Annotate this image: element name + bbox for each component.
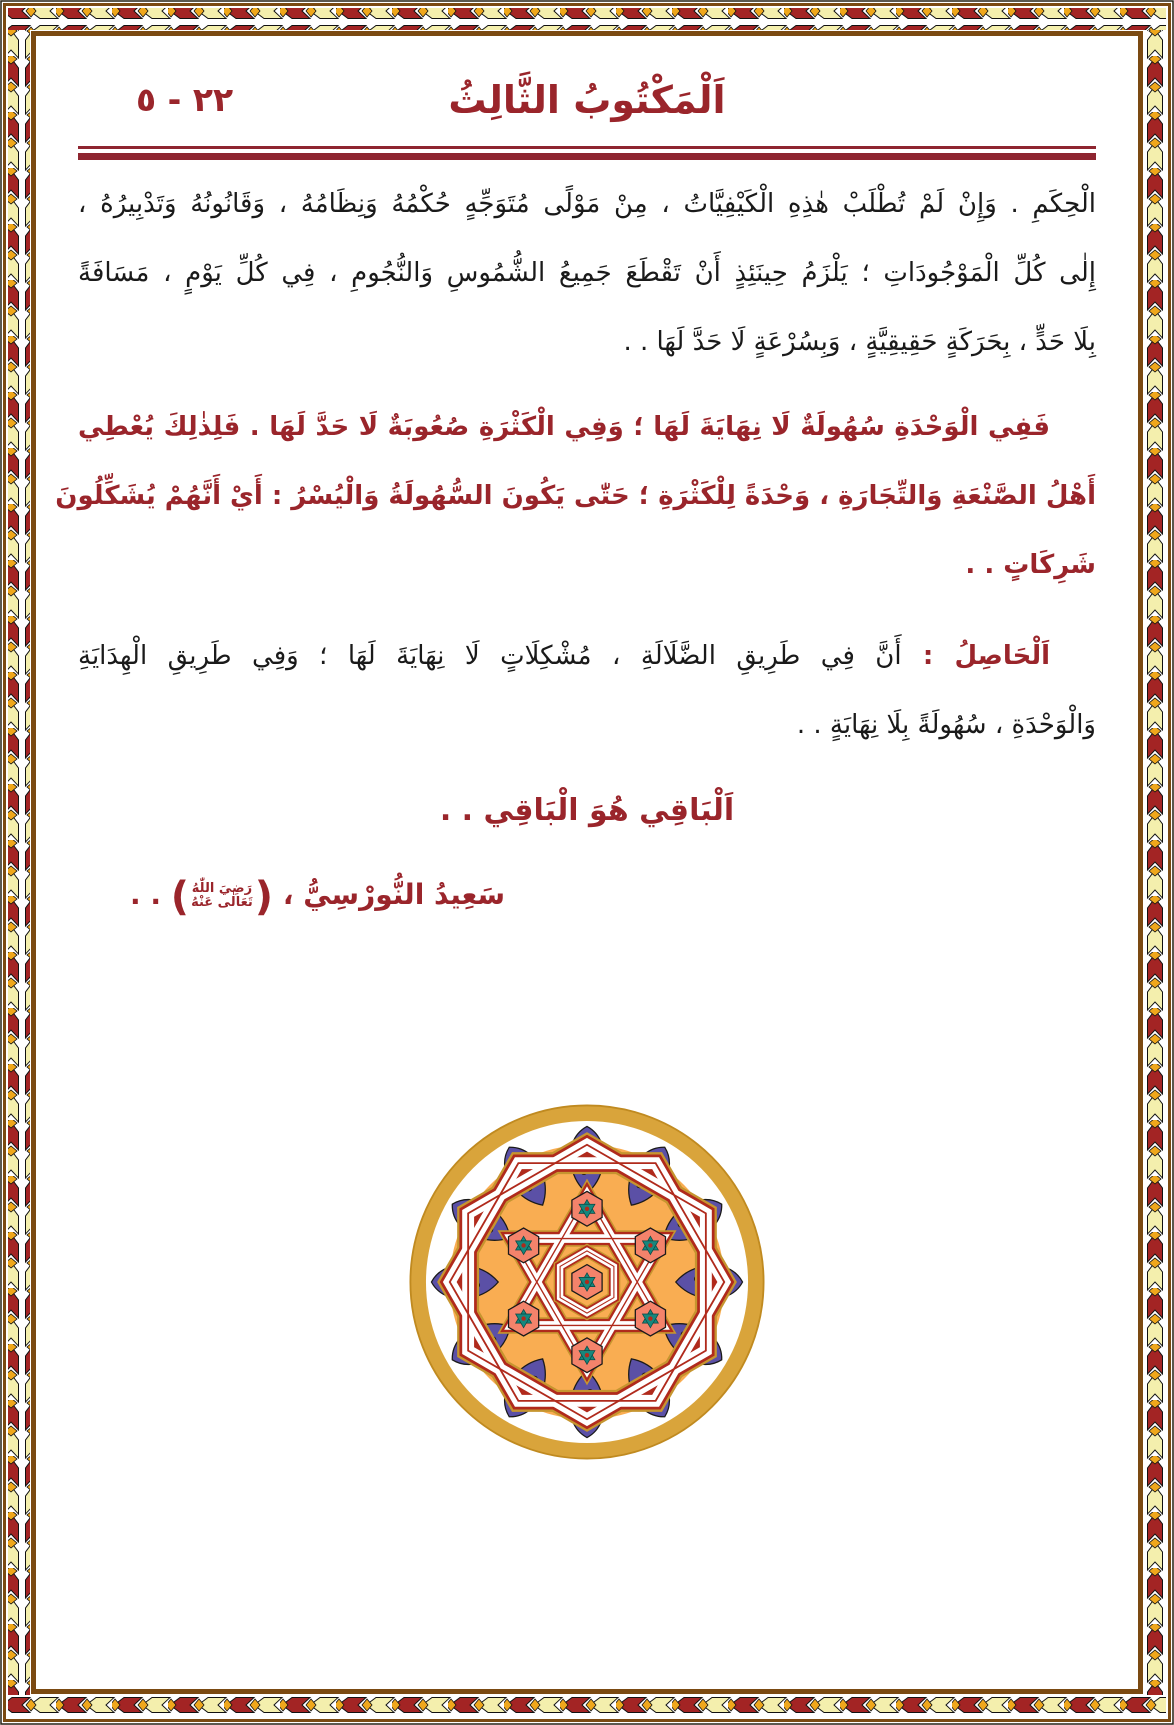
text-segment: أَهْلُ الصَّنْعَةِ وَالتِّجَارَةِ ، وَحْدَةً لِلْكَثْرَةِ ؛ حَتّٰى يَكُونَ السُّهُولَةُ وَالْيُسْرُ : أَيْ أَنَّهُمْ يُشَكِّلُونَ bbox=[55, 481, 1096, 511]
header-double-rule bbox=[78, 146, 1096, 160]
text-segment: فَفِي الْوَحْدَةِ سُهُولَةٌ لَا نِهَايَةَ لَهَا ؛ وَفِي الْكَثْرَةِ صُعُوبَةٌ لَا حَدَّ لَهَا . فَلِذٰلِكَ يُعْطِي bbox=[78, 412, 1050, 442]
text-segment: شَرِكَاتٍ . . bbox=[965, 550, 1096, 580]
paragraph bbox=[55, 393, 1096, 600]
text-line bbox=[78, 691, 1096, 760]
text-segment: الْحِكَمِ . وَإِنْ لَمْ تُطْلَبْ هٰذِهِ الْكَيْفِيَّاتُ ، مِنْ مَوْلًى مُتَوَجِّهٍ حُكْمُهُ وَنِظَامُهُ ، وَقَانُونُهُ وَتَدْبِيرُهُ ، bbox=[78, 189, 1096, 219]
paragraph bbox=[78, 622, 1096, 760]
text-line bbox=[55, 462, 1096, 531]
text-segment: وَالْوَحْدَةِ ، سُهُولَةً بِلَا نِهَايَةٍ . . bbox=[796, 710, 1096, 740]
text-line bbox=[78, 776, 1096, 847]
text-line bbox=[78, 170, 1096, 239]
ornament-rosette bbox=[404, 1099, 770, 1469]
seal-open-paren: ( bbox=[254, 874, 274, 920]
author-seal-stamp bbox=[191, 882, 253, 911]
seal-text-top: رَضِيَ اللّٰهُ bbox=[191, 880, 253, 896]
paragraph bbox=[78, 776, 1096, 847]
signature-line bbox=[78, 863, 1096, 929]
text-segment: اَلْحَاصِلُ : bbox=[901, 641, 1051, 671]
text-segment: بِلَا حَدٍّ ، بِحَرَكَةٍ حَقِيقِيَّةٍ ، وَبِسُرْعَةٍ لَا حَدَّ لَهَا . . bbox=[623, 327, 1096, 357]
seal-close-paren: ) bbox=[170, 874, 190, 920]
text-segment: أَنَّ فِي طَرِيقِ الضَّلَالَةِ ، مُشْكِلَاتٍ لَا نِهَايَةَ لَهَا ؛ وَفِي طَرِيقِ الْهِدَايَةِ bbox=[78, 641, 902, 671]
text-line bbox=[78, 393, 1096, 462]
page-content bbox=[38, 38, 1136, 1687]
text-line bbox=[78, 308, 1096, 377]
page-number: ٢٢ - ٥ bbox=[136, 80, 234, 119]
signature-name: سَعِيدُ النُّورْسِيُّ ، bbox=[282, 878, 505, 911]
body-text bbox=[55, 170, 1096, 847]
text-segment: اَلْبَاقِي هُوَ الْبَاقِي . . bbox=[439, 793, 735, 828]
text-line bbox=[78, 239, 1096, 308]
page-title: اَلْمَكْتُوبُ الثَّالِثُ bbox=[448, 78, 726, 122]
text-segment: إِلٰى كُلِّ الْمَوْجُودَاتِ ؛ يَلْزَمُ حِينَئِذٍ أَنْ تَقْطَعَ جَمِيعُ الشُّمُوسِ وَالنُّجُومِ ، فِي كُلِّ يَوْمٍ ، مَسَافَةً bbox=[78, 258, 1096, 288]
page-header bbox=[78, 70, 1096, 136]
signature-dots: . . bbox=[130, 878, 162, 911]
text-line bbox=[78, 622, 1096, 691]
text-line bbox=[78, 531, 1096, 600]
seal-text-bottom: تَعَالٰى عَنْهُ bbox=[191, 895, 253, 910]
paragraph bbox=[78, 170, 1096, 377]
